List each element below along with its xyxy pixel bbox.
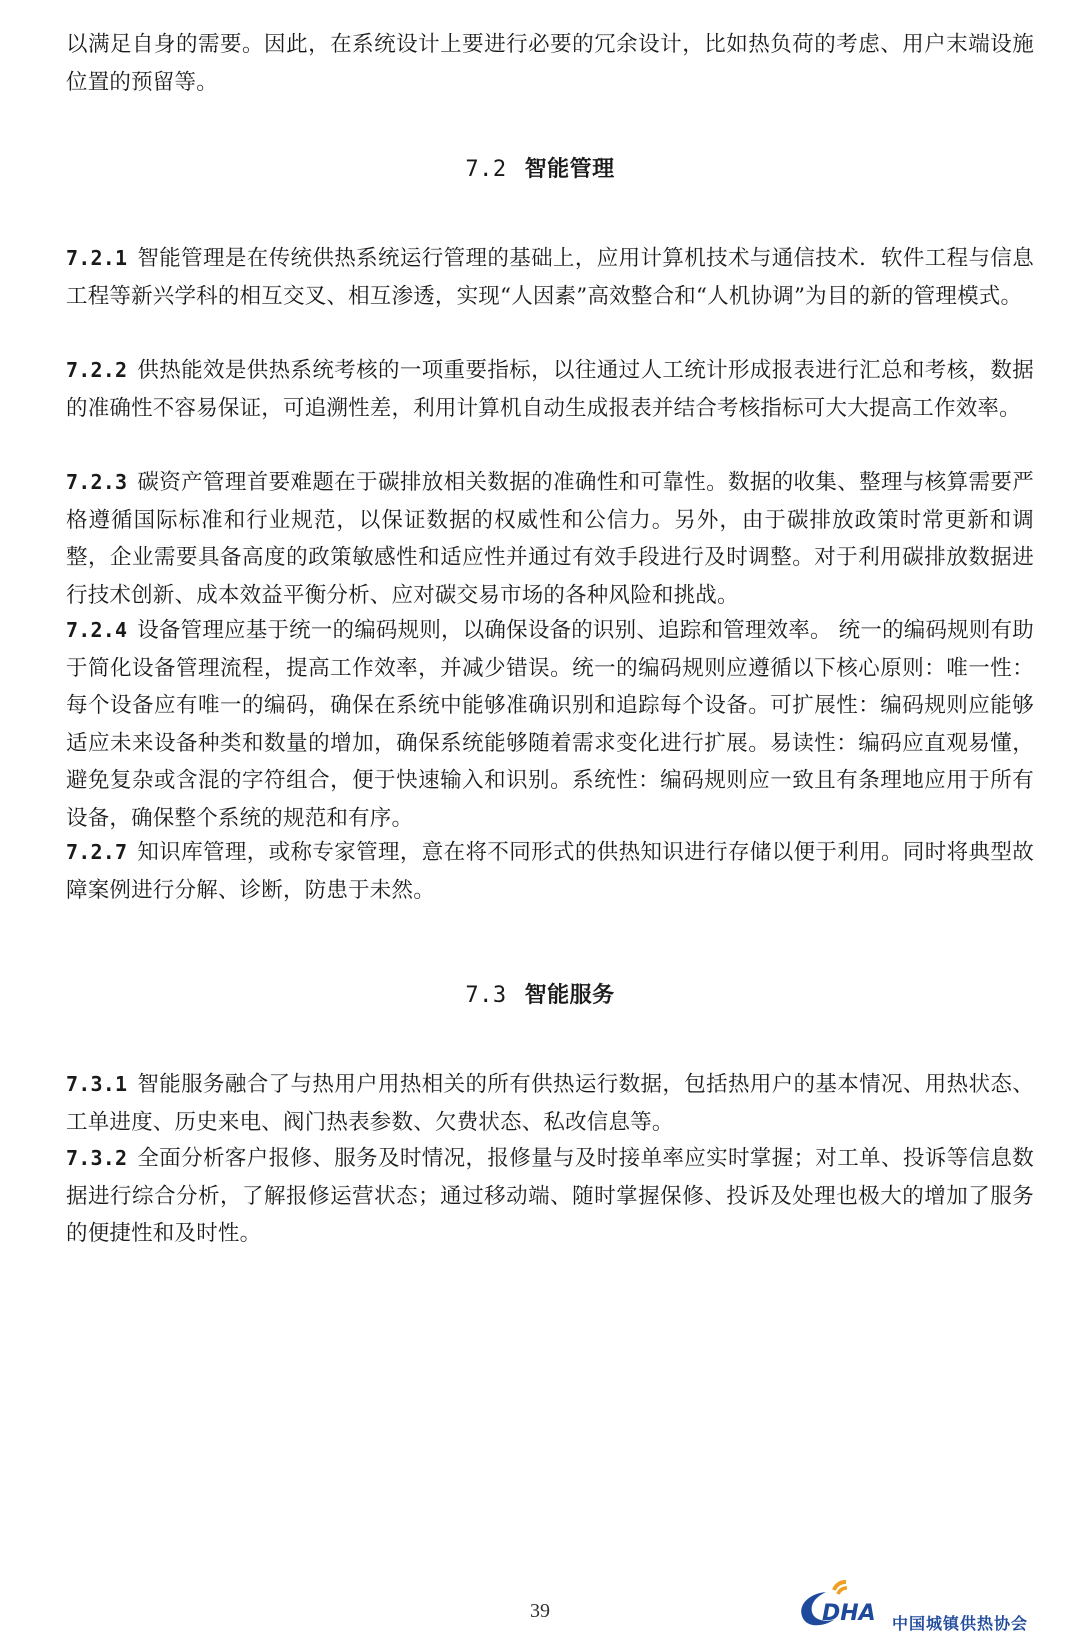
clause-7-3-1: [66, 1066, 1034, 1141]
page-number: 39: [530, 1600, 550, 1622]
clause-number: 7.2.4: [66, 618, 128, 642]
clause-7-2-2: [66, 352, 1034, 427]
clause-number: 7.3.1: [66, 1072, 128, 1096]
clause-number: 7.2.3: [66, 470, 128, 494]
clause-number: 7.2.1: [66, 246, 128, 270]
clause-text: 智能管理是在传统供热系统运行管理的基础上，应用计算机技术与通信技术．软件工程与信息工程等新兴学科的相互交叉、相互渗透，实现“人因素”高效整合和“人机协调”为目的新的管理模式。: [66, 246, 1034, 309]
clause-number: 7.2.7: [66, 840, 128, 864]
clause-number: 7.3.2: [66, 1146, 128, 1170]
clause-7-2-7: [66, 834, 1034, 909]
logo-initials: DHA: [822, 1601, 876, 1626]
intro-text: 以满足自身的需要。因此，在系统设计上要进行必要的冗余设计，比如热负荷的考虑、用户末端设施位置的预留等。: [66, 32, 1034, 95]
clause-7-3-2: [66, 1140, 1034, 1253]
clause-text: 全面分析客户报修、服务及时情况，报修量与及时接单率应实时掌握；对工单、投诉等信息数据进行综合分析，了解报修运营状态；通过移动端、随时掌握保修、投诉及处理也极大的增加了服务的便捷性和及时性。: [66, 1146, 1034, 1246]
section-heading-7-2: [0, 152, 1080, 183]
intro-paragraph: [66, 26, 1034, 101]
clause-text: 设备管理应基于统一的编码规则，以确保设备的识别、追踪和管理效率。 统一的编码规则有助于简化设备管理流程，提高工作效率，并减少错误。统一的编码规则应遵循以下核心原则：唯一性：每个设备应有唯一的编码，确保在系统中能够准确识别和追踪每个设备。可扩展性：编码规则应能够适应未来设备种类和数量的增加，确保系统能够随着需求变化进行扩展。易读性：编码应直观易懂，避免复杂或含混的字符组合，便于快速输入和识别。系统性：编码规则应一致且有条理地应用于所有设备，确保整个系统的规范和有序。: [66, 618, 1034, 831]
clause-text: 碳资产管理首要难题在于碳排放相关数据的准确性和可靠性。数据的收集、整理与核算需要严格遵循国际标准和行业规范，以保证数据的权威性和公信力。另外，由于碳排放政策时常更新和调整，企业需要具备高度的政策敏感性和适应性并通过有效手段进行及时调整。对于利用碳排放数据进行技术创新、成本效益平衡分析、应对碳交易市场的各种风险和挑战。: [66, 470, 1034, 608]
clause-text: 供热能效是供热系统考核的一项重要指标，以往通过人工统计形成报表进行汇总和考核，数据的准确性不容易保证，可追溯性差，利用计算机自动生成报表并结合考核指标可大大提高工作效率。: [66, 358, 1034, 421]
section-number: 7.3: [465, 983, 507, 1008]
section-title: 智能服务: [524, 982, 615, 1008]
logo-text: 中国城镇供热协会: [892, 1614, 1029, 1633]
section-number: 7.2: [465, 157, 507, 182]
clause-7-2-4: [66, 612, 1034, 837]
clause-text: 知识库管理，或称专家管理，意在将不同形式的供热知识进行存储以便于利用。同时将典型故障案例进行分解、诊断，防患于未然。: [66, 840, 1034, 903]
clause-text: 智能服务融合了与热用户用热相关的所有供热运行数据，包括热用户的基本情况、用热状态、工单进度、历史来电、阀门热表参数、欠费状态、私改信息等。: [66, 1072, 1034, 1135]
section-title: 智能管理: [524, 156, 615, 182]
clause-number: 7.2.2: [66, 358, 128, 382]
clause-7-2-3: [66, 464, 1034, 614]
section-heading-7-3: [0, 978, 1080, 1009]
clause-7-2-1: [66, 240, 1034, 315]
